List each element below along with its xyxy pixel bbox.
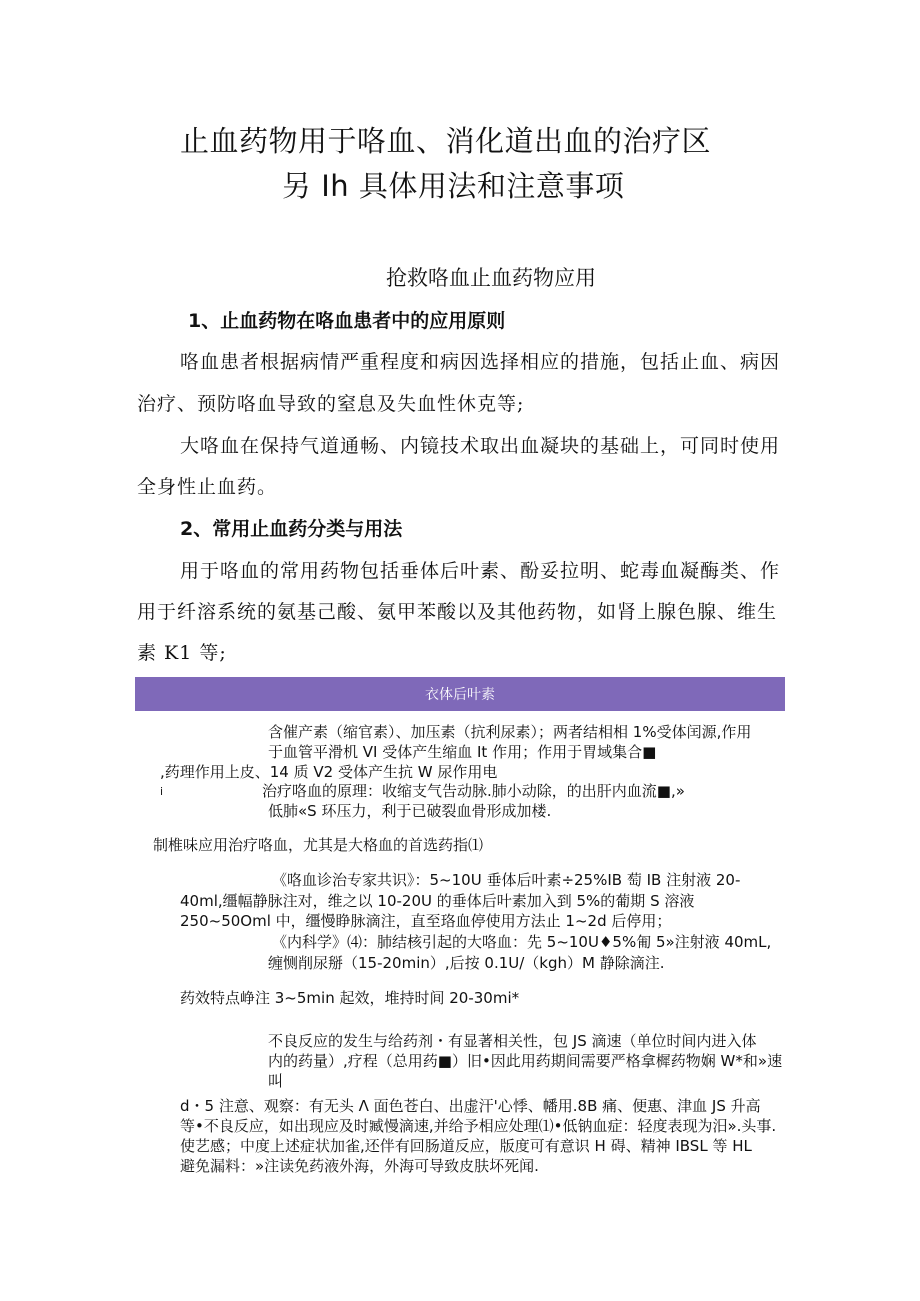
adverse-line-1: 不良反应的发生与给药剂・有显著相关性，包 JS 滴速（单位时间内进入体 [268, 1032, 757, 1050]
paragraph-1-line-2: 治疗、预防咯血导致的窒息及失血性休克等; [137, 393, 525, 415]
indication-text: 制椎味应用治疗咯血，尤其是大格血的首选药指⑴ [153, 836, 484, 854]
mechanism-line-2: 于血管平滑机 VI 受体产生缩血 It 作用；作用于胃域集合■ [268, 743, 657, 761]
mechanism-line-3: 治疗咯血的原理：收缩支气告动脉.肺小动除，的出肝内血流■,» [262, 782, 685, 800]
usage-line-1: 《咯血诊治专家共识》：5~10U 垂体后叶素÷25%IB 萄 IB 注射液 20- [272, 871, 741, 889]
mechanism-label: ,药理作用上皮、14 质 V2 受体产生抗 W 尿作用电 [160, 763, 498, 781]
mechanism-mark: i [160, 785, 164, 798]
pharmacodynamics-text: 药效特点峥注 3~5min 起效，堆持时间 20-30mi* [180, 989, 520, 1007]
notes-line-3: 使艺感；中度上述症状加雀,还伴有回肠道反应，版度可有意识 H 碍、精神 IBSL 等 HL [180, 1137, 752, 1155]
paragraph-2-line-2: 全身性止血药。 [137, 476, 278, 498]
paragraph-3-line-2: 用于纤溶系统的氨基己酸、氨甲苯酸以及其他药物，如肾上腺色腺、维生 [137, 601, 778, 623]
mechanism-line-4: 低肺«S 环压力，利于已破裂血骨形成加楼. [268, 802, 552, 820]
paragraph-1-line-1: 咯血患者根据病情严重程度和病因选择相应的措施，包括止血、病因 [180, 351, 781, 373]
title-line-1: 止血药物用于咯血、消化道出血的治疗区 [180, 124, 712, 158]
paragraph-3-line-1: 用于咯血的常用药物包括垂体后叶素、酚妥拉明、蛇毒血凝酶类、作 [180, 560, 781, 582]
usage-line-5: 缠恻削尿掰（15-20min）,后按 0.1U/（kgh）M 静除滴注. [268, 954, 665, 972]
usage-line-4: 《内科学》⑷：肺结核引起的大咯血：先 5~10U♦5%匍 5»注射液 40mL, [272, 933, 772, 951]
paragraph-3-line-3: 素 K1 等; [137, 642, 227, 664]
adverse-line-3: 叫 [268, 1072, 284, 1090]
paragraph-2-line-1: 大咯血在保持气道通畅、内镜技术取出血凝块的基础上，可同时使用 [180, 435, 781, 457]
subheading-2: 2、常用止血药分类与用法 [180, 518, 403, 540]
title-line-2: 另 Ih 具体用法和注意事项 [282, 169, 625, 203]
notes-line-1: d・5 注意、观察：有无头 Λ 面色苍白、出虚汗'心悸、幡用.8B 痛、便惠、津血 JS 升高 [180, 1097, 761, 1115]
usage-line-2: 40ml,缰幅静脉注对，维之以 10-20U 的垂体后叶素加入到 5%的葡期 S 溶液 [180, 892, 695, 910]
usage-line-3: 250~50Oml 中，缰慢睁脉滴注，直至珞血停使用方法止 1~2d 后停用； [180, 912, 672, 930]
section-title: 抢救咯血止血药物应用 [386, 266, 596, 290]
adverse-line-2: 内的药量）,疗程（总用药■）旧•因此用药期间需要严格拿樨药物娴 W*和»速 [268, 1052, 783, 1070]
subheading-1: 1、止血药物在咯血患者中的应用原则 [188, 310, 506, 332]
table-header-banner: 衣体后叶素 [135, 677, 785, 711]
notes-line-4: 避免漏料：»注读免药液外海，外海可导致皮肤坏死闻. [180, 1157, 539, 1175]
mechanism-line-1: 含催产素（缩官素）、加压素（抗利尿素）；两者结相相 1%受体闰源,作用 [268, 723, 752, 741]
notes-line-2: 等•不良反应，如出现应及时臧慢滴速,并给予相应处理⑴•低钠血症：轻度表现为汨».头事. [180, 1117, 777, 1135]
